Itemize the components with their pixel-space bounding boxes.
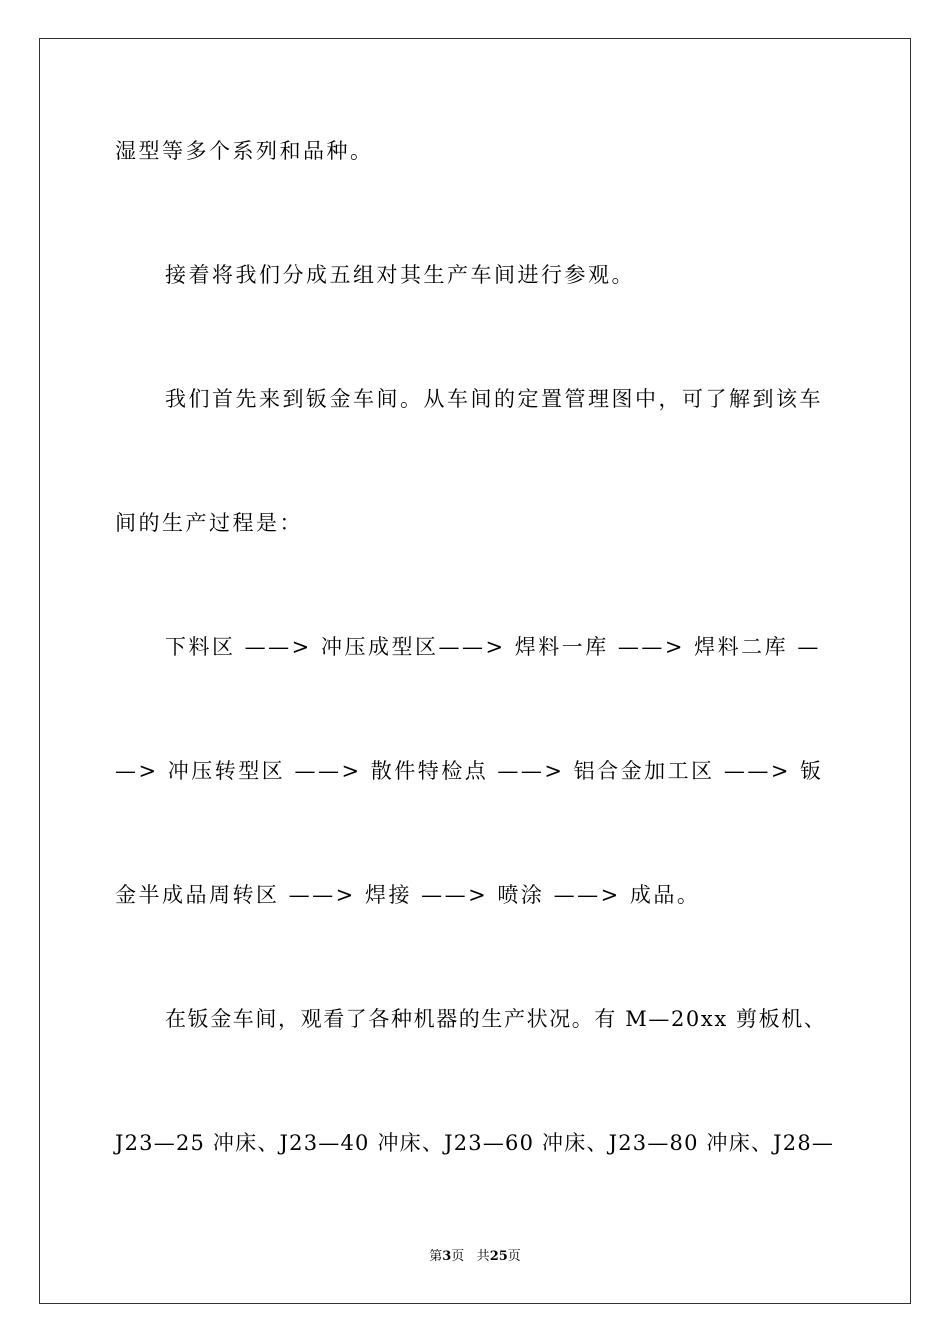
page-border (39, 38, 911, 1304)
paragraph-line-1: 湿型等多个系列和品种。 (115, 139, 374, 163)
footer-total-prefix: 共 (476, 1249, 490, 1264)
footer-page-prefix: 第 (429, 1249, 443, 1264)
footer-total-pages: 25 (489, 1249, 508, 1264)
paragraph-line-9: J23—25 冲床、J23—40 冲床、J23—60 冲床、J23—80 冲床、J28— (115, 1131, 835, 1155)
footer-total-suffix: 页 (507, 1249, 521, 1264)
paragraph-line-4: 间的生产过程是： (115, 511, 303, 535)
paragraph-line-6: —> 冲压转型区 ——> 散件特检点 ——> 铝合金加工区 ——> 钣 (115, 759, 824, 783)
page-footer (0, 1249, 950, 1265)
paragraph-line-8: 在钣金车间，观看了各种机器的生产状况。有 M—20xx 剪板机、 (165, 1007, 827, 1031)
paragraph-line-2: 接着将我们分成五组对其生产车间进行参观。 (165, 263, 635, 287)
paragraph-line-3: 我们首先来到钣金车间。从车间的定置管理图中，可了解到该车 (165, 387, 823, 411)
paragraph-line-7: 金半成品周转区 ——> 焊接 ——> 喷涂 ——> 成品。 (115, 883, 701, 907)
footer-page-number: 3 (442, 1249, 452, 1264)
footer-page-suffix: 页 (451, 1249, 465, 1264)
paragraph-line-5: 下料区 ——> 冲压成型区——> 焊料一库 ——> 焊料二库 — (165, 635, 821, 659)
